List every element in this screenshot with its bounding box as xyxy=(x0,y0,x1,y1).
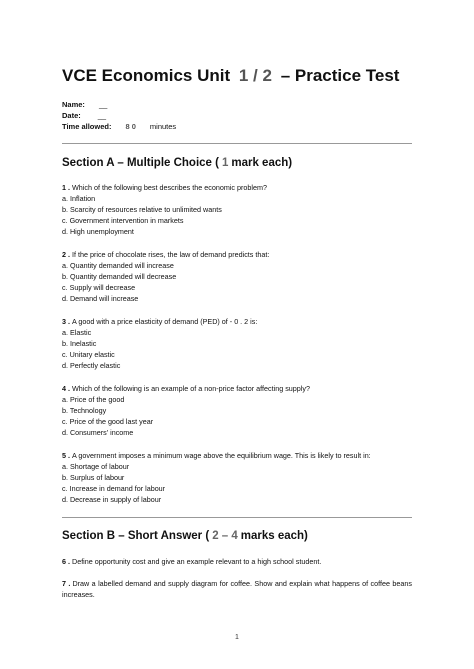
divider xyxy=(62,517,412,518)
question-2 xyxy=(62,249,422,304)
option: a. Price of the good xyxy=(62,395,125,404)
question-4 xyxy=(62,383,422,438)
section-a-heading xyxy=(62,157,292,169)
option: b. Inelastic xyxy=(62,339,97,348)
date-label: Date: xyxy=(62,111,81,120)
option: c. Price of the good last year xyxy=(62,417,154,426)
name-blank: __ xyxy=(98,100,108,109)
time-label: Time allowed: xyxy=(62,122,112,131)
section-a-suffix: mark each) xyxy=(231,157,293,169)
name-label: Name: xyxy=(62,100,85,109)
question-6 xyxy=(62,556,422,567)
question-number: 3 . xyxy=(62,317,70,326)
question-number: 2 . xyxy=(62,250,70,259)
question-number: 4 . xyxy=(62,384,70,393)
unit-number: 1 / 2 xyxy=(238,66,272,85)
time-line xyxy=(62,122,176,131)
question-text: Define opportunity cost and give an example relevant to a high school student. xyxy=(72,557,322,566)
question-3 xyxy=(62,316,422,371)
option: d. Perfectly elastic xyxy=(62,361,121,370)
option: c. Supply will decrease xyxy=(62,283,136,292)
page-number: 1 xyxy=(235,634,239,641)
name-line xyxy=(62,100,107,109)
time-unit: minutes xyxy=(149,122,177,131)
page-title xyxy=(62,66,399,86)
title-suffix: – Practice Test xyxy=(280,66,400,85)
option: d. Demand will increase xyxy=(62,294,139,303)
option: d. Decrease in supply of labour xyxy=(62,495,162,504)
question-text: Draw a labelled demand and supply diagram for coffee. Show and explain what happens of coffee beans increases. xyxy=(62,579,412,599)
section-a-marks: 1 xyxy=(221,157,229,169)
option: d. High unemployment xyxy=(62,227,134,236)
question-number: 1 . xyxy=(62,183,70,192)
question-number: 6 . xyxy=(62,557,70,566)
option: b. Surplus of labour xyxy=(62,473,125,482)
question-number: 7 . xyxy=(62,579,71,588)
section-b-suffix: marks each) xyxy=(240,530,308,542)
title-text: VCE Economics Unit xyxy=(62,66,231,85)
option: a. Shortage of labour xyxy=(62,462,130,471)
question-text: A good with a price elasticity of demand (PED) of - 0 . 2 is: xyxy=(72,317,258,326)
section-a-title: Section A – Multiple Choice ( xyxy=(62,157,219,169)
option: c. Increase in demand for labour xyxy=(62,484,166,493)
divider xyxy=(62,143,412,144)
question-text: Which of the following is an example of a non-price factor affecting supply? xyxy=(72,384,310,393)
question-7 xyxy=(62,578,412,600)
time-value: 8 0 xyxy=(125,122,136,131)
section-b-heading xyxy=(62,530,308,542)
question-text: If the price of chocolate rises, the law of demand predicts that: xyxy=(72,250,270,259)
question-number: 5 . xyxy=(62,451,70,460)
option: b. Technology xyxy=(62,406,107,415)
section-b-title: Section B – Short Answer ( xyxy=(62,530,210,542)
date-blank: __ xyxy=(97,111,107,120)
option: c. Unitary elastic xyxy=(62,350,115,359)
option: c. Government intervention in markets xyxy=(62,216,184,225)
option: b. Scarcity of resources relative to unlimited wants xyxy=(62,205,222,214)
option: d. Consumers' income xyxy=(62,428,134,437)
option: a. Elastic xyxy=(62,328,92,337)
option: b. Quantity demanded will decrease xyxy=(62,272,177,281)
date-line xyxy=(62,111,106,120)
option: a. Inflation xyxy=(62,194,96,203)
question-5 xyxy=(62,450,422,505)
question-text: A government imposes a minimum wage above the equilibrium wage. This is likely to result in: xyxy=(72,451,371,460)
question-1 xyxy=(62,182,422,237)
option: a. Quantity demanded will increase xyxy=(62,261,174,270)
question-text: Which of the following best describes the economic problem? xyxy=(72,183,267,192)
section-b-marks: 2 – 4 xyxy=(212,530,238,542)
